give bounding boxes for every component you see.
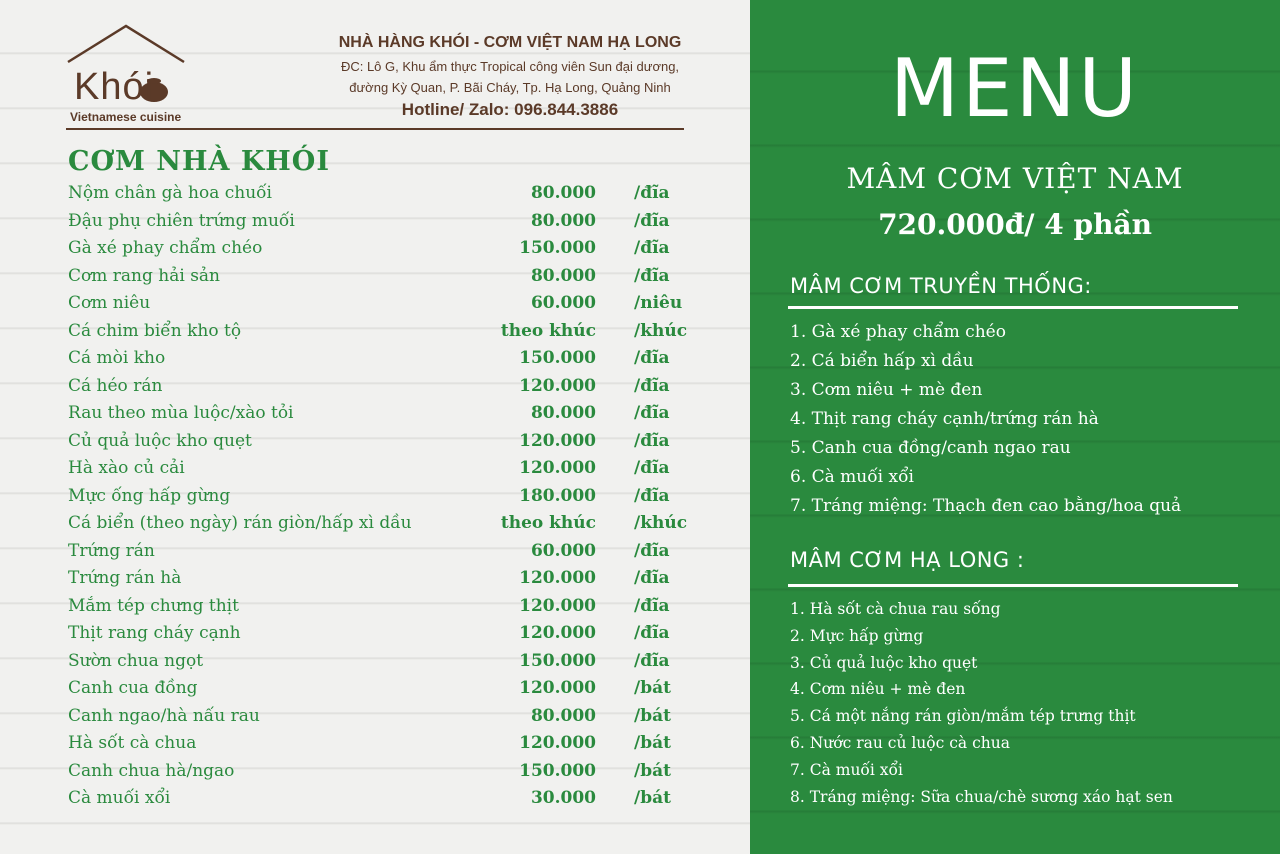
dish-name: Trứng rán (68, 540, 155, 561)
dish-price: 180.000 (519, 485, 596, 506)
menu-title: MENU (890, 42, 1140, 135)
dish-price: 80.000 (530, 210, 596, 231)
dish-row (68, 786, 708, 814)
dish-name: Cá chim biển kho tộ (68, 320, 242, 341)
address-line-1: ĐC: Lô G, Khu ẩm thực Tropical công viên Sun đại dương, (340, 59, 680, 74)
set-item: 1. Gà xé phay chẩm chéo (790, 322, 1006, 342)
dish-name: Củ quả luộc kho quẹt (68, 430, 252, 451)
dish-unit: /đĩa (634, 623, 670, 643)
set-item: 2. Cá biển hấp xì dầu (790, 351, 974, 371)
dish-price: 150.000 (519, 760, 596, 781)
dish-unit: /bát (634, 760, 671, 781)
set-item: 5. Cá một nắng rán giòn/mắm tép trưng thịt (790, 707, 1136, 726)
dish-row (68, 346, 708, 374)
dish-unit: /niêu (634, 293, 683, 313)
dish-price: 150.000 (519, 650, 596, 671)
dish-unit: /đĩa (634, 265, 670, 286)
dish-price: 120.000 (519, 375, 596, 396)
dish-row (68, 539, 708, 567)
dish-unit: /khúc (634, 320, 688, 341)
dish-row (68, 676, 708, 704)
set-menu-price: 720.000đ/ 4 phần (878, 208, 1152, 241)
set-item: 5. Canh cua đồng/canh ngao rau (790, 438, 1071, 458)
dish-unit: /bát (634, 733, 671, 753)
set-item: 3. Củ quả luộc kho quẹt (790, 653, 978, 672)
dish-price: 120.000 (519, 623, 596, 643)
dish-price: 120.000 (519, 595, 596, 616)
dish-row (68, 566, 708, 594)
dish-price: theo khúc (500, 513, 596, 533)
dish-unit: /bát (634, 678, 671, 698)
dish-price: 120.000 (519, 678, 596, 698)
halong-set-list (790, 596, 1260, 810)
header-divider (66, 128, 684, 130)
dish-name: Hà xào củ cải (68, 458, 185, 478)
dish-name: Đậu phụ chiên trứng muối (68, 210, 295, 231)
dish-unit: /đĩa (634, 375, 670, 396)
dish-price: 80.000 (530, 265, 596, 286)
set-item: 4. Cơm niêu + mè đen (790, 680, 966, 699)
restaurant-name: NHÀ HÀNG KHÓI - CƠM VIỆT NAM HẠ LONG (338, 34, 682, 51)
set-item: 1. Hà sốt cà chua rau sống (790, 600, 1001, 618)
dish-price: 80.000 (530, 705, 596, 726)
dish-unit: /bát (634, 788, 671, 808)
group-title-traditional: MÂM CƠM TRUYỀN THỐNG: (790, 274, 1092, 298)
dish-price: 120.000 (519, 568, 596, 588)
dish-price: 150.000 (519, 238, 596, 258)
dish-price: 120.000 (519, 430, 596, 451)
dish-price: 30.000 (530, 788, 596, 808)
dish-list (68, 181, 708, 814)
dish-unit: /đĩa (634, 348, 670, 368)
dish-row (68, 181, 708, 209)
dish-row (68, 511, 708, 539)
restaurant-header (300, 34, 720, 120)
dish-row (68, 209, 708, 237)
dish-name: Hà sốt cà chua (68, 733, 197, 753)
dish-row (68, 401, 708, 429)
dish-row (68, 291, 708, 319)
dish-row (68, 484, 708, 512)
dish-name: Cá biển (theo ngày) rán giòn/hấp xì dầu (68, 513, 412, 533)
set-item: 3. Cơm niêu + mè đen (790, 380, 983, 400)
dish-row (68, 649, 708, 677)
dish-unit: /đĩa (634, 540, 670, 561)
dish-unit: /đĩa (634, 430, 670, 451)
dish-row (68, 731, 708, 759)
set-item: 7. Cà muối xổi (790, 760, 903, 779)
dish-name: Trứng rán hà (68, 568, 182, 588)
dish-price: 120.000 (519, 733, 596, 753)
set-menu-name: MÂM CƠM VIỆT NAM (846, 162, 1184, 195)
set-item: 7. Tráng miệng: Thạch đen cao bằng/hoa quả (790, 496, 1182, 516)
dish-name: Rau theo mùa luộc/xào tỏi (68, 403, 294, 423)
group-divider-halong (788, 584, 1238, 587)
dish-unit: /đĩa (634, 403, 670, 423)
set-item: 8. Tráng miệng: Sữa chua/chè sương xáo hạt sen (790, 787, 1173, 806)
dish-price: theo khúc (500, 320, 596, 341)
dish-name: Thịt rang cháy cạnh (68, 623, 241, 643)
logo-subtitle: Vietnamese cuisine (70, 110, 182, 124)
dish-name: Canh chua hà/ngao (68, 760, 235, 781)
dish-name: Sườn chua ngọt (68, 650, 204, 671)
dish-unit: /đĩa (634, 458, 670, 478)
dish-name: Cơm rang hải sản (68, 265, 220, 286)
dish-name: Mắm tép chưng thịt (68, 595, 239, 616)
dish-unit: /khúc (634, 513, 688, 533)
dish-price: 80.000 (530, 183, 596, 203)
dish-unit: /đĩa (634, 568, 670, 588)
section-title: CƠM NHÀ KHÓI (68, 146, 330, 177)
dish-price: 80.000 (530, 403, 596, 423)
dish-row (68, 236, 708, 264)
restaurant-logo (66, 22, 186, 132)
set-menu-panel (750, 0, 1280, 854)
address-line-2: đường Kỳ Quan, P. Bãi Cháy, Tp. Hạ Long, Quảng Ninh (349, 80, 671, 95)
dish-name: Nộm chân gà hoa chuối (68, 183, 272, 203)
dish-price: 60.000 (530, 293, 596, 313)
set-item: 2. Mực hấp gừng (790, 626, 924, 645)
group-title-halong: MÂM CƠM HẠ LONG : (790, 548, 1025, 572)
dish-row (68, 264, 708, 292)
dish-price: 120.000 (519, 458, 596, 478)
dish-name: Cá mòi kho (68, 348, 166, 368)
dish-row (68, 594, 708, 622)
dish-price: 150.000 (519, 348, 596, 368)
traditional-set-list (790, 318, 1260, 521)
dish-row (68, 429, 708, 457)
dish-row (68, 456, 708, 484)
hotline: Hotline/ Zalo: 096.844.3886 (401, 100, 619, 119)
set-item: 6. Nước rau củ luộc cà chua (790, 733, 1010, 752)
logo-text: Khói (74, 66, 155, 108)
dish-row (68, 319, 708, 347)
dish-unit: /đĩa (634, 650, 670, 671)
dish-row (68, 621, 708, 649)
dish-row (68, 704, 708, 732)
group-divider-traditional (788, 306, 1238, 309)
set-item: 4. Thịt rang cháy cạnh/trứng rán hà (790, 409, 1099, 429)
dish-name: Canh ngao/hà nấu rau (68, 705, 260, 726)
dish-row (68, 374, 708, 402)
dish-name: Mực ống hấp gừng (68, 485, 231, 506)
dish-price: 60.000 (530, 540, 596, 561)
dish-unit: /đĩa (634, 210, 670, 231)
dish-name: Cà muối xổi (68, 788, 171, 808)
dish-name: Canh cua đồng (68, 678, 198, 698)
dish-unit: /đĩa (634, 485, 670, 506)
dish-unit: /đĩa (634, 595, 670, 616)
dish-name: Cá héo rán (68, 375, 163, 396)
dish-row (68, 759, 708, 787)
dish-unit: /bát (634, 705, 671, 726)
dish-unit: /đĩa (634, 238, 670, 258)
set-item: 6. Cà muối xổi (790, 467, 914, 487)
dish-unit: /đĩa (634, 183, 670, 203)
dish-name: Cơm niêu (68, 293, 151, 313)
dish-name: Gà xé phay chẩm chéo (68, 238, 263, 258)
roof-icon (66, 22, 186, 72)
